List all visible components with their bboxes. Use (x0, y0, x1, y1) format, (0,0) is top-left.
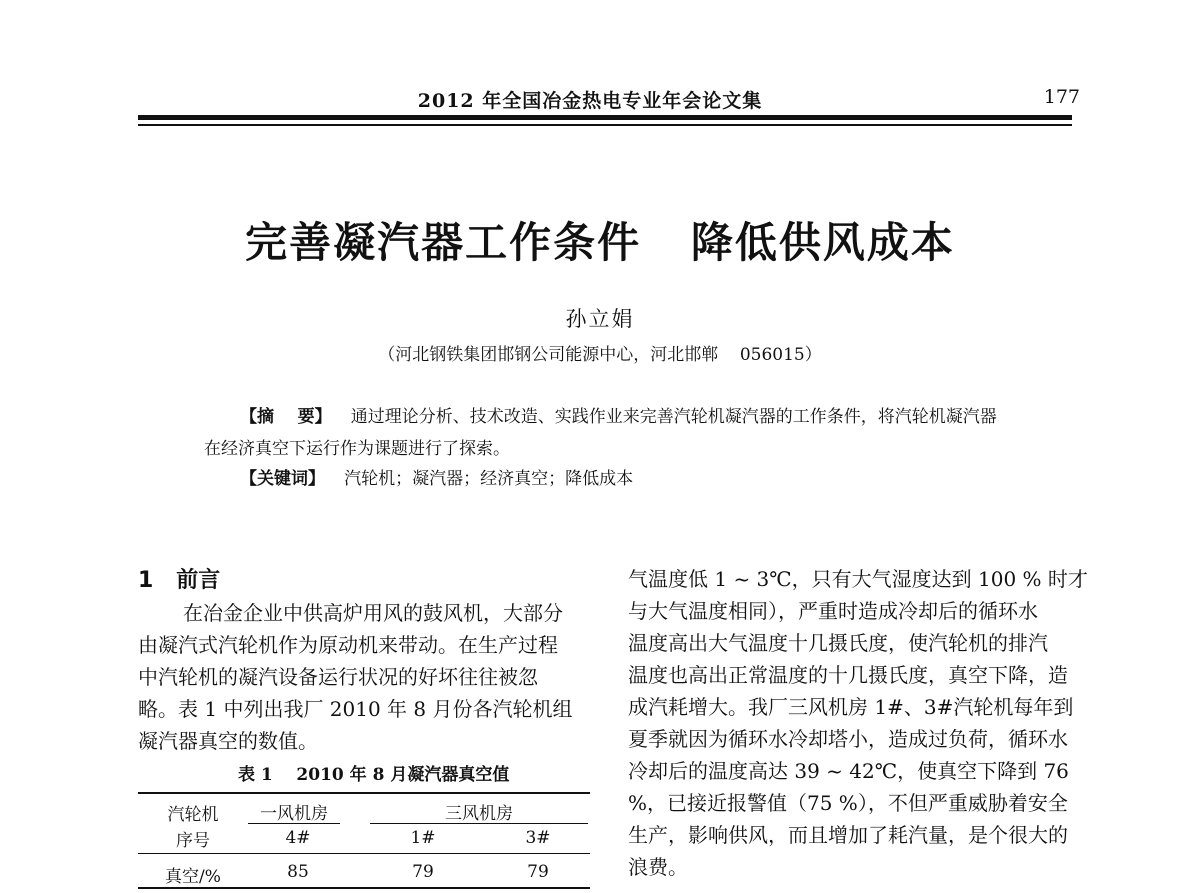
table-cell: 79 (527, 862, 549, 882)
table-column-header: 4# (285, 828, 311, 848)
table-group-header: 一风机房 (260, 804, 328, 824)
body-line: 由凝汽式汽轮机作为原动机来带动。在生产过程 (138, 633, 558, 657)
page-number: 177 (1043, 86, 1080, 108)
table-group-header: 三风机房 (445, 804, 513, 824)
keywords-label: 【关键词】 (240, 469, 325, 489)
abstract-label: 【摘 要】 (240, 407, 332, 427)
abstract-text-1: 通过理论分析、技术改造、实践作业来完善汽轮机凝汽器的工作条件，将汽轮机凝汽器 (350, 407, 997, 427)
running-header-title: 2012 年全国冶金热电专业年会论文集 (417, 90, 763, 112)
body-line: 成汽耗增大。我厂三风机房 1#、3#汽轮机每年到 (628, 695, 1074, 719)
header-rule-thin (138, 124, 1072, 126)
abstract-text-2: 在经济真空下运行作为课题进行了探索。 (204, 439, 510, 459)
body-line: 凝汽器真空的数值。 (138, 729, 318, 753)
body-line: 中汽轮机的凝汽设备运行状况的好坏往往被忽 (138, 665, 538, 689)
body-line: 温度高出大气温度十几摄氏度，使汽轮机的排汽 (628, 631, 1048, 655)
table-row-header-2: 序号 (176, 831, 210, 851)
body-line: 温度也高出正常温度的十几摄氏度，真空下降，造 (628, 663, 1068, 687)
body-line: 略。表 1 中列出我厂 2010 年 8 月份各汽轮机组 (138, 697, 573, 721)
table-header-rule (138, 853, 590, 854)
author-affiliation: （河北钢铁集团邯钢公司能源中心，河北邯郸 056015） (378, 345, 822, 365)
body-line: 浪费。 (628, 855, 688, 879)
table-column-header: 3# (525, 828, 551, 848)
paper-title: 完善凝汽器工作条件 降低供风成本 (245, 218, 955, 267)
author-name: 孙立娟 (565, 307, 635, 331)
body-line: 夏季就因为循环水冷却塔小，造成过负荷，循环水 (628, 727, 1068, 751)
table-cell: 79 (412, 862, 434, 882)
table-row-header-1: 汽轮机 (167, 805, 219, 825)
keywords-text: 汽轮机；凝汽器；经济真空；降低成本 (344, 469, 634, 489)
section-heading: 1 前言 (138, 568, 221, 593)
body-line: 生产，影响供风，而且增加了耗汽量，是个很大的 (628, 823, 1068, 847)
body-line: 冷却后的温度高达 39 ~ 42℃，使真空下降到 76 (628, 759, 1069, 783)
table-top-rule (138, 792, 590, 794)
table-row-label: 真空/% (165, 867, 221, 887)
table-column-header: 1# (410, 828, 436, 848)
keywords-line (240, 464, 633, 489)
table-bottom-rule (138, 887, 590, 889)
body-line: 气温度低 1 ~ 3℃，只有大气湿度达到 100 % 时才 (628, 567, 1088, 591)
abstract-first-line (240, 402, 997, 427)
header-rule-thick (138, 115, 1072, 120)
body-line: 在冶金企业中供高炉用风的鼓风机，大部分 (183, 601, 563, 625)
table-caption: 表 1 2010 年 8 月凝汽器真空值 (238, 765, 510, 785)
table-cell: 85 (287, 862, 309, 882)
body-line: 与大气温度相同），严重时造成冷却后的循环水 (628, 599, 1038, 623)
body-line: %，已接近报警值（75 %），不但严重威胁着安全 (628, 791, 1068, 815)
